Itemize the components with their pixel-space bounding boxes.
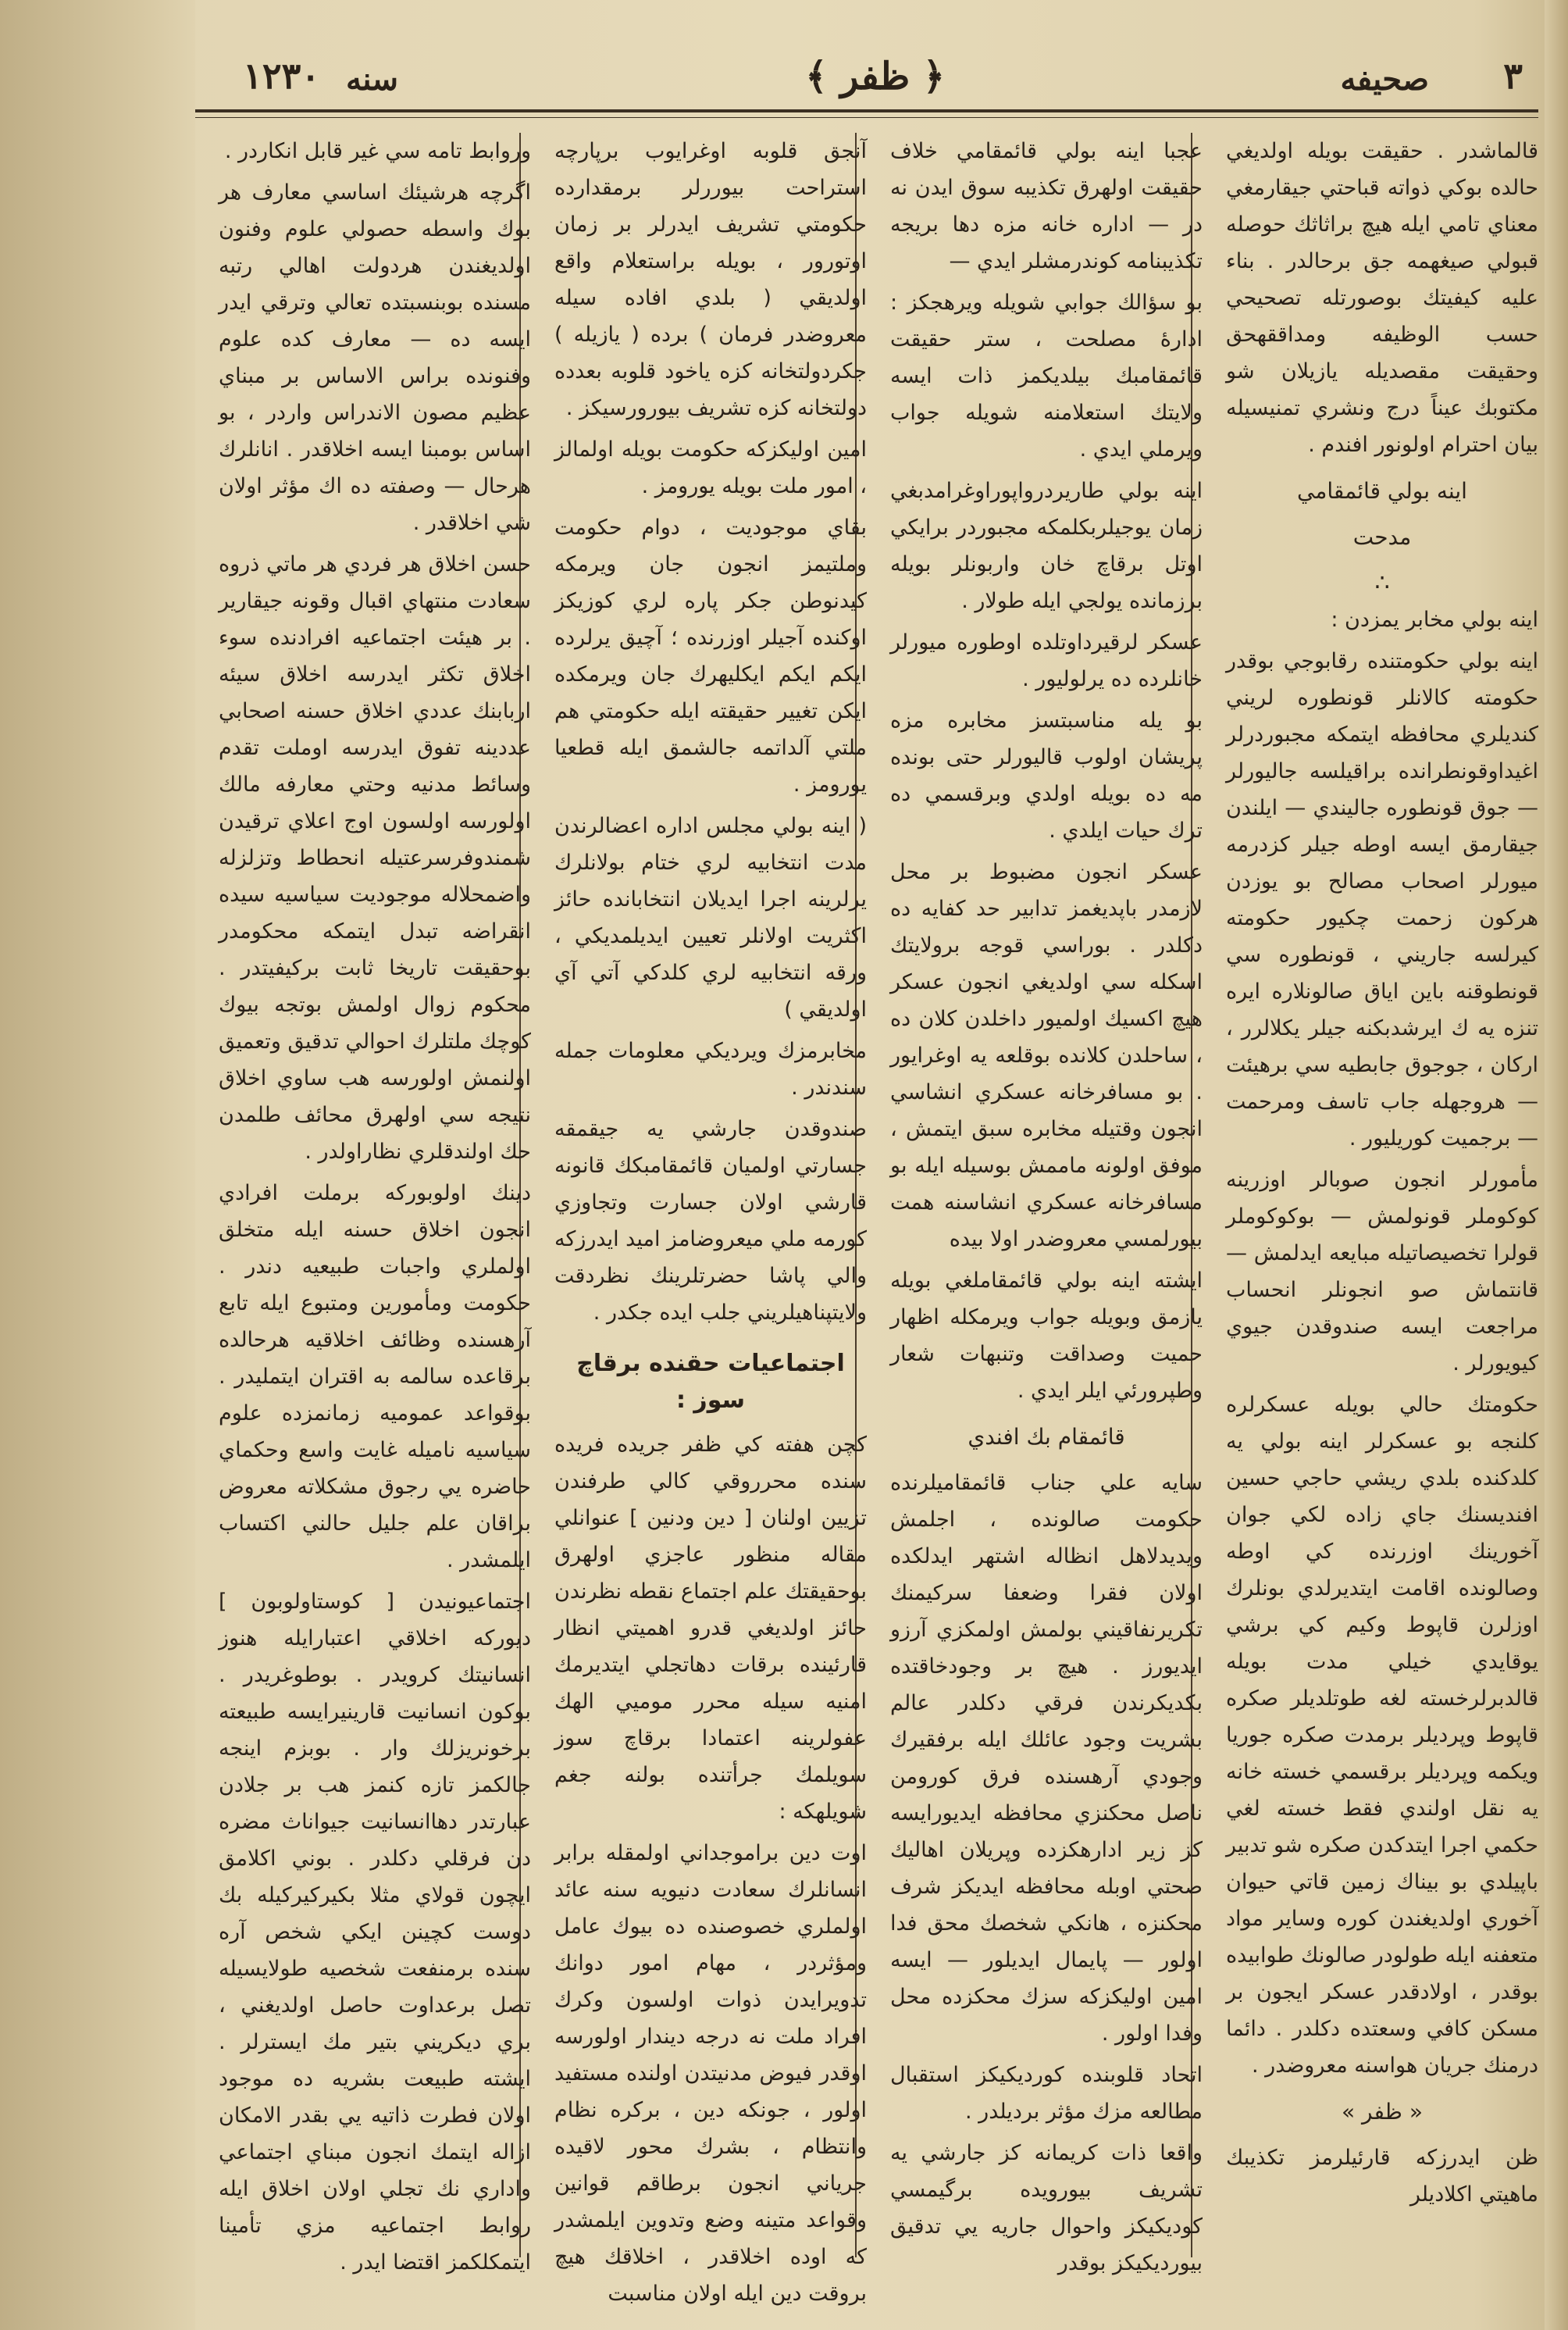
paragraph: صندوقدن جارشي يه جيقمقه جسارتي اولميان قائمقامبكك قانونه قارشي اولان جسارت وتجاوزي كورمه ملي ميعروضامز اميد ايدرزكه والي پاشا حضرتلرينك نظردقت ولايتپناهيلريني جلب ايده جكدر . — [554, 1117, 867, 1325]
column-3 — [554, 133, 867, 2306]
paragraph: ( اينه بولي مجلس اداره اعضالرندن مدت انتخابيه لري ختام بولانلرك يرلرينه اجرا ايديلان انتخابانده حائز اكثريت اولانلر تعيين ايديلمديكي ، ورقه انتخابيه لري كلدكي آتي آي اولديقي ) — [554, 814, 867, 1022]
correspondent-line: اينه بولي مخابر يمزدن : — [1331, 608, 1538, 632]
paragraph: مأمورلر انجون صوبالر اوزرينه كوكوملر قونولمش — بوكوكوملر قولرا تخصيصاتيله مبايعه ايدلمش — قانتماش صو انجونلر انحساب مراجعت ايسه صندوقدن جيوي كيويورلر . — [1226, 1168, 1538, 1376]
paragraph: اوت دين براموجداني اولمقله برابر انسانلرك سعادت دنيويه سنه عائد اولملري خصوصنده ده بيوك عامل ومؤثردر ، مهام امور دوانك تدويرايدن ذوات اولسون وكرك افراد ملت نه درجه ديندار اولورسه اوقدر فيوض مدنيتدن اولنده مستفيد اولور ، جونكه دين ، بركره نظام وانتظام ، بشرك محور لاقيده جرياني انجون برطاقم قوانين وقواعد متينه وضع وتدوين ايلمشدر كه اوده اخلاقدر ، اخلاقك هيچ بروقت دين ايله اولان مناسبت — [554, 1841, 867, 2306]
page-number: ٣ — [1503, 55, 1523, 97]
column-1 — [1226, 133, 1538, 2257]
paragraph: بو يله مناسبتسز مخابره مزه پريشان اولوب قاليورلر حتى بونده مه ده بويله اولدي وبرقسمي ده ترك حيات ايلدي . — [890, 708, 1203, 843]
paragraph: سايه علي جناب قائمقاميلرنده حكومت صالونده ، اجلمش ويديدلاهل انظاله اشتهر ايدلكده اولان فقرا وضعفا سركيمنك تكريرنفاقيني بولمش اولمكزي آرزو ايديورز . هيچ بر وجودخاقتده بكديكرندن فرقي دكلدر عالم بشريت وجود عائلك ايله برفقيرك وجودي آرهسنده فرق كورومن ناصل محكنزي محافظه ايديورايسه كز زير ادارهكزده وپريلان اهاليك صحتي اوبله محافظه ايديكز شرف محكنزه ، هانكي شخصك محق فدا اولور — پايمال ايديلور — ايسه امين اوليكزكه سزك محكزده محل وفدا اولور . — [890, 1471, 1203, 2046]
paragraph: ايشته اينه بولي قائمقاملغي بويله يازمق وبويله جواب ويرمكله اظهار حميت وصداقت وتنبهات شعار وطپرورئي ايلر ايدي . — [890, 1268, 1203, 1403]
paragraph: امين اوليكزكه حكومت بويله اولمالز ، امور ملت بويله يورومز . — [554, 437, 867, 498]
paragraph: آنجق قلوبه اوغرايوب برپارچه استراحت بيوررلر برمقدارده حكومتي تشريف ايدرلر بر زمان اوتورور ، بويله براستعلام واقع اولديقي ( بلدي افاده سيله معروضدر فرمان ) برده ( يازيله ) جكردولتخانه كزه ياخود قلوبه بعدده دولتخانه كزه تشريف بيورورسيكز . — [554, 139, 867, 420]
page-label: صحيفه — [1340, 61, 1429, 98]
text-columns — [195, 133, 1538, 2306]
paragraph: عسكر انجون مضبوط بر محل لازمدر باپديغمز تدابير حد كفايه ده دكلدر . بوراسي قوجه برولايتك اسكله سي اولديغي انجون عسكر هيچ اكسيك اولميور داخلدن كلان ده ، ساحلدن كلانده بوقلعه يه اوغرايور . بو مسافرخانه عسكري انشاسي انجون وقتيله مخابره سبق ايتمش ، موفق اولونه ماممش بوسيله ايله بو مسافرخانه عسكري انشاسنه همت بيورلمسي معروضدر اولا بيده — [890, 860, 1203, 1251]
header-rule-thin — [195, 117, 1538, 118]
column-2 — [890, 133, 1203, 2275]
paragraph: دينك اولوبوركه برملت افرادي انجون اخلاق حسنه ايله متخلق اولملري واجبات طبيعيه دندر . حكومت ومأمورين ومتبوع ايله تابع آرهسنده وظائف اخلاقيه هرحالده برقاعده سالمه به اقتران ايتمليدر . بوقواعد عموميه زمانمزده علوم سياسيه ناميله غايت واسع وحكماي حاضره يي رجوق مشكلاته معروض براقان علم جليل حالني اكتساب ايلمشدر . — [219, 1181, 531, 1572]
paragraph: كچن هفته كي ظفر جريده فريده سنده محرروقي كالي طرفندن تزيين اولنان [ دين ودنين ] عنوانلي مقاله منظور عاجزي اولهرق بوحقيقتك علم اجتماع نقطه نظرندن حائز اولديغي قدرو اهميتي انظار قارئينده برقات دهاتجلي ايتديرمك امنيه سيله محرر موميي الهك عفولرينه اعتمادا برقاچ سوز سويلمك جرأتنده بولنه جغم شويلهكه : — [554, 1433, 867, 1824]
page-binding-shadow — [0, 0, 195, 2330]
year-label: سنه — [345, 61, 398, 98]
paragraph: عسكر لرقيرداوتلده اوطوره ميورلر خانلرده ده يرلوليور . — [890, 630, 1203, 691]
newspaper-title: ﴿ ظفر ﴾ — [805, 55, 945, 98]
paragraph: اگرچه هرشيئك اساسي معارف هر بوك واسطه حصولي علوم وفنون اولديغندن هردولت اهالي رتبه مسنده بوبنسبتده تعالي وترقي ايدر ايسه ده — معارف كده علوم وفنونده براس الاساس بر مبناي عظيم مصون الاندراس واردر ، بو اساس بومبنا ايسه اخلاقدر . انانلرك هرحال — وصفته ده اك مؤثر اولان شي اخلاقدر . — [219, 180, 531, 535]
page-header — [195, 47, 1538, 117]
paragraph: اينه بولي حكومتنده رقابوجي بوقدر حكومته كالانلر قونطوره لريني كنديلري محافظه ايتمكه مجبوردرلر اغيداوقونطرانده براقيلسه جاليورلر — جوق قونطوره جاليندي — ايلندن جيقارمق ايسه اوطه جيلر كزدرمه ميورلر اصحاب مصالح بو يوزدن هركون زحمت چكيور حكومته كيرلسه جاريني ، قونطوره سي قونطوقنه باين اياق صالونلاره ايره تنزه يه ك ايرشدبكنه جيلر يكلالرر ، اركان ، جوجوق جابطيه سي برهيئت — هروجهله جاب تاسف ومرحمت — برجميت كوريليور . — [1226, 649, 1538, 1151]
paragraph: بقاي موجوديت ، دوام حكومت وملتيمز انجون جان ويرمكه كيدنوطن جكر پاره لري كوزيكز اوكنده آجيلر اوزرنده ؛ آچيق يرلرده ايكم ايكم ايكليهرك جان ويرمكده ايكن تغيير حقيقته ايله حكومتي هم ملتي آلداتمه جالشمق ايله قطعيا يورومز . — [554, 516, 867, 797]
paragraph: واقعا ذات كريمانه كز جارشي يه تشريف بيورويده برگيمسي كوديكيكز واحوال جاريه يي تدقيق بيورديكيكز بوقدر — [890, 2141, 1203, 2275]
paragraph: قالماشدر . حقيقت بويله اولديغي حالده بوكي ذواته قباحتي جيقارمغي معناي تامي ايله هيچ براثاثك حوصله قبولي صيغهمه جق برحالدر . بناء عليه كيفيتك بوصورتله تصحيحي حسب الوظيفه ومداققهحق وحقيقت مقصديله يازيلان شو مكتوبك عيناً درج ونشري تمنيسيله بيان احترام اولونور افندم . — [1226, 139, 1538, 457]
signature-name: مدحت — [1352, 524, 1412, 550]
paragraph: ظن ايدرزكه قارئيلرمز تكذيبك ماهيتي اكلاديلر — [1226, 2146, 1538, 2207]
paragraph: حكومتك حالي بويله عسكرلره كلنجه بو عسكرلر اينه بولي يه كلدكنده بلدي ريشي حاجي حسين افنديسنك جاي زاده لكي جوان آخورينك اوزرنده كي اوطه وصالونده اقامت ايتديرلدي بونلرك اوزلرن قاپوط وكيم كي برشي يوقايدي خيلي مدت بويله قالدبرلرخسته لغه طوتلديلر صكره قاپوط وپرديلر برمدت صكره جوريا ويكمه وپرديلر برقسمي خسته خانه يه نقل اولندي فقط خسته لغي حكمي اجرا ايتدكدن صكره شو تدبير باپيلدي بو بيناك زمين قاتي حيوان آخوري اولديغندن كوره وساير مواد متعفنه ايله طولودر صالونك طوابيده بوقدر ، اولادقدر عسكر ايجون بر مسكن كافي وسعتده دكلدر . دائما درمنك جريان هواسنه معروضدر . — [1226, 1393, 1538, 2078]
paragraph: بو سؤالك جوابي شويله ويرهجكز : ادارهٔ مصلحت ، ستر حقيقت قائمقامبك بيلديكمز ذات ايسه ولايتك استعلامنه شويله جواب ويرملي ايدي . — [890, 291, 1203, 462]
column-4 — [219, 133, 531, 2275]
signature-title: اينه بولي قائمقامي — [1297, 478, 1467, 504]
paragraph: عجبا اينه بولي قائمقامي خلاف حقيقت اولهرق تكذيبه سوق ايدن نه در — اداره خانه مزه دها بريجه تكذيبنامه كوندرمشلر ايدي — — [890, 139, 1203, 273]
page-edge-shadow — [1545, 0, 1568, 2330]
paragraph: اتحاد قلوبنده كورديكيكز استقبال مطالعه مزك مؤثر برديلدر . — [890, 2063, 1203, 2124]
paragraph: حسن اخلاق هر فردي هر ماتي ذروه سعادت منتهاي اقبال وقونه جيقارير . بر هيئت اجتماعيه افرادنده سوء اخلاق تكثر ايدرسه اخلاق سيئه اربابنك عددي اخلاق حسنه اصحابي عددينه تفوق ايدرسه اوملت تقدم وسائط مدنيه وحتي معارفه مالك اولورسه اولسون اوج اعلاي ترقيدن شمندوفرسرعتيله انحطاط وتزلزله واضمحلاله موجوديت سياسيه سيده انقراضه تبدل ايتمكه محكومدر بوحقيقت تاريخا ثابت بركيفيتدر . محكوم زوال اولمش بوتجه بيوك كوچك ملتلرك احوالي تدقيق وتعميق اولنمش اولورسه هب ساوي اخلاق نتيجه سي اولهرق محائف طلمدن حك اولندقلري نظاراولدر . — [219, 552, 531, 1164]
paragraph: اينه بولي طاريردرواپوراوغرامدبغي زمان يوجيلربكلمكه مجبوردر برايكي اوتل برقاچ خان واربونلر بويله برزمانده يولجي ايله طولار . — [890, 479, 1203, 613]
issue-year: ١٢٣٠ — [243, 55, 320, 97]
paragraph: اجتماعيونيدن [ كوستاولوبون ] ديوركه اخلاقي اعتبارايله هنوز انسانيتك كرويدر . بوطوغريدر . بوكون انسانيت قارينيرايسه طبيعته برخونريزلك وار . بوبزم اينجه جالكمز تازه كنمز هب بر جلادن عبارتدر دهاانسانيت جيواناث مضره دن فرقلي دكلدر . بوني اكلامق ايچون قولاي مثلا بكيركيركيله بك دوست كچينن ايكي شخص آره سنده برمنفعت شخصيه طولايسيله تصل برعداوت حاصل اولديغني ، بري ديكريني بتير مك ايسترلر . ايشته طبيعت بشريه ده موجود اولان فطرت ذاتيه يي بقدر الامكان ازاله ايتمك انجون مبناي اجتماعي واداري نك تجلي اولان اخلاق ايله روابط اجتماعيه مزي تأمينا ايتمكلكمز اقتضا ايدر . — [219, 1590, 531, 2275]
address-line: قائمقام بك افندي — [968, 1424, 1125, 1450]
paragraph: مخابرمزك ويرديكي معلومات جمله سندندر . — [554, 1039, 867, 1100]
separator-dots: ∴ — [1374, 569, 1390, 597]
article-heading: اجتماعيات حقنده برقاچ سوز : — [576, 1350, 845, 1414]
zafer-signature: « ظفر » — [1342, 2099, 1423, 2125]
paragraph: وروابط تامه سي غير قابل انكاردر . — [224, 139, 531, 163]
header-rule — [195, 109, 1538, 112]
